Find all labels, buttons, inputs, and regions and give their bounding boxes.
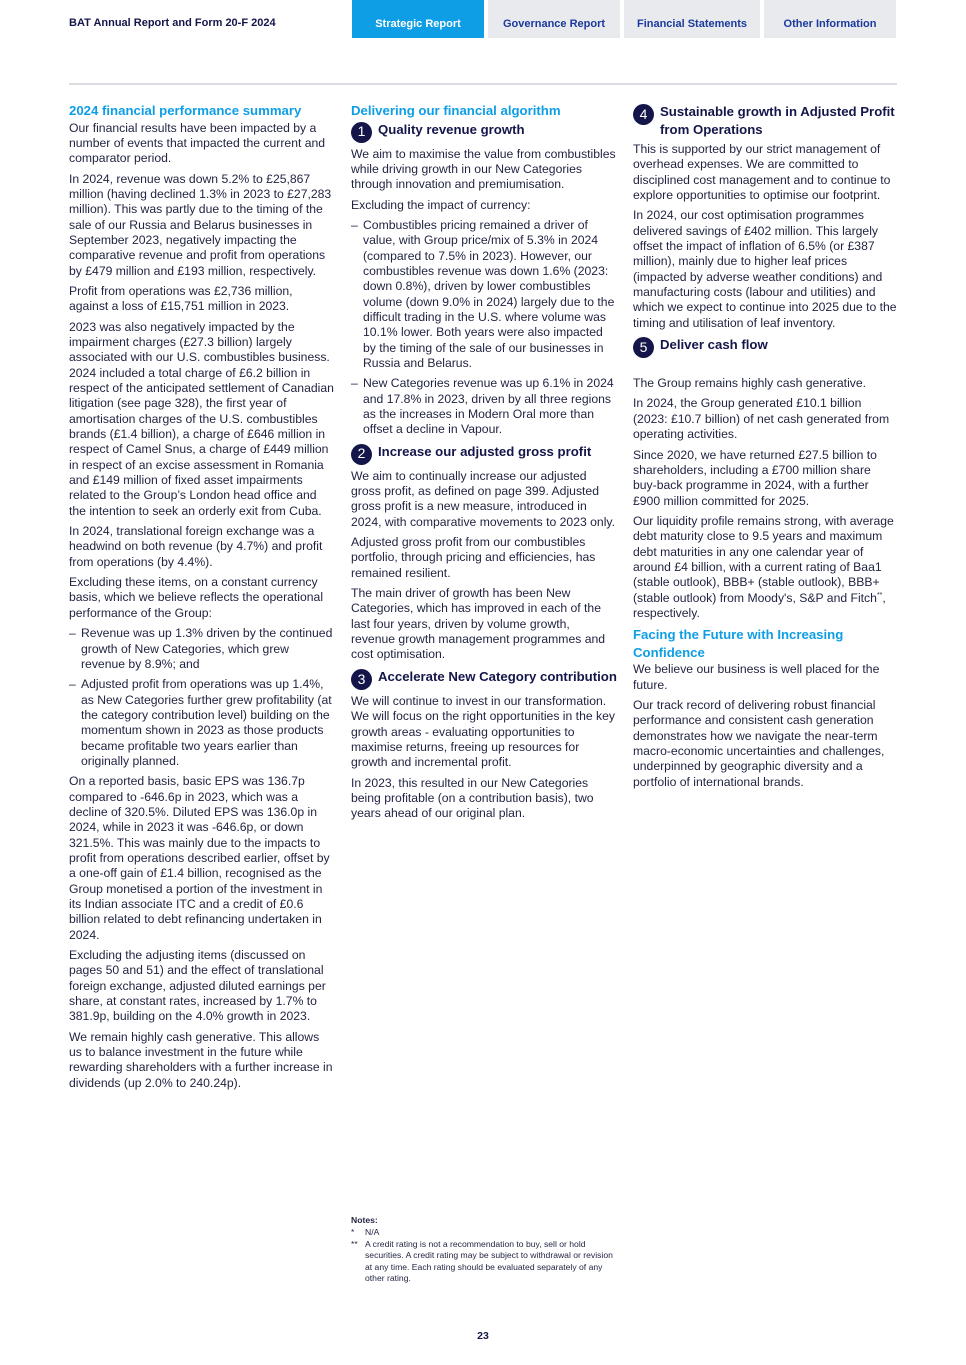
subheading-text: Quality revenue growth [378, 121, 525, 137]
subheading-text: Sustainable growth in Adjusted Profit from Operations [660, 104, 895, 137]
list-item-text: Combustibles pricing remained a driver of value, with Group price/mix of 5.3% in 2024 (compared to 7.5% in 2023). However, our combustibles revenue was down 1.6% (2023: down 0.8%), driven by lower combustibles volume (down 9.0% in 2024) largely due to the difficult trading in the U.S. where volume was 10.1% lower. Both years were also impacted by the timing of the sale of our businesses in Russia and Belarus. [363, 217, 615, 370]
dash-marker: – [69, 626, 76, 641]
paragraph: Profit from operations was £2,736 million, against a loss of £15,751 million in 2023. [69, 283, 293, 314]
paragraph [633, 514, 897, 621]
number-badge: 5 [633, 337, 654, 358]
list-item-text: Adjusted profit from operations was up 1.4%, as New Categories further grew profitability (at the category contribution level) building on the momentum shown in 2023 as those products became profitable two years earlier than originally planned. [81, 677, 332, 768]
dash-marker: – [69, 677, 76, 692]
tab-other-information[interactable]: Other Information [764, 0, 896, 38]
list-item-text: Revenue was up 1.3% driven by the continued growth of New Categories, which grew revenue by 8.9%; and [81, 626, 333, 671]
paragraph: We believe our business is well placed for the future. [633, 662, 880, 692]
subheading-text: Accelerate New Category contribution [378, 668, 617, 684]
paragraph: Since 2020, we have returned £27.5 billion to shareholders, including a £700 million share buy-back programme in 2024, with a further £900 million committed for 2025. [633, 447, 877, 508]
column-profit-and-cash [633, 102, 897, 795]
subheading-adjusted-gross-profit [351, 443, 617, 465]
header-divider [69, 83, 897, 85]
paragraph: In 2024, revenue was down 5.2% to £25,867 million (having declined 1.3% in 2023 to £27,283 million). This was partly due to the timing of the sale of our Russia and Belarus businesses in September 2023, negatively impacting the comparative revenue and profit from operations by £479 million and £193 million, respectively. [69, 171, 332, 278]
dash-marker: – [351, 376, 358, 391]
subheading-text: Increase our adjusted gross profit [378, 443, 592, 459]
paragraph: Excluding these items, on a constant currency basis, which we believe reflects the operational performance of the Group: [69, 575, 324, 620]
subheading-adjusted-profit-growth [633, 103, 897, 138]
paragraph: In 2024, our cost optimisation programmes delivered savings of £402 million. This largely offset the impact of inflation of 6.5% (or £387 million), mainly due to higher leaf prices (impacted by adverse weather conditions) and manufacturing costs (labour and utilities) and which we expect to continue into 2025 due to the timing and utilisation of leaf inventory. [633, 208, 897, 330]
report-title: BAT Annual Report and Form 20-F 2024 [69, 17, 276, 29]
paragraph: In 2023, this resulted in our New Categories being profitable (on a contribution basis), two years ahead of our original plan. [351, 775, 594, 821]
column-financial-summary [69, 102, 335, 1096]
paragraph: Our track record of delivering robust financial performance and consistent cash generation demonstrates how we navigate the near-term macro-economic uncertainties and challenges, underpinned by geographic diversity and a portfolio of international brands. [633, 697, 885, 789]
number-badge: 2 [351, 444, 372, 465]
column-financial-algorithm [351, 102, 617, 827]
footnote-text: A credit rating is not a recommendation to buy, sell or hold securities. A credit rating may be subject to withdrawal or revision at any time. Each rating should be evaluated separately of any other rating. [365, 1238, 613, 1284]
section-tabs [352, 0, 896, 38]
list-item [351, 218, 617, 371]
paragraph: In 2024, translational foreign exchange was a headwind on both revenue (by 4.7%) and profit from operations (by 4.4%). [69, 524, 323, 569]
paragraph: Excluding the adjusting items (discussed on pages 50 and 51) and the effect of translational foreign exchange, adjusted diluted earnings per share, at constant rates, increased by 1.7% to 381.9p, building on the 4.0% growth in 2023. [69, 948, 326, 1024]
tab-strategic-report[interactable]: Strategic Report [352, 0, 484, 38]
footnote-item [351, 1227, 617, 1238]
paragraph: The Group remains highly cash generative. [633, 376, 867, 391]
subheading-text: Deliver cash flow [660, 337, 768, 353]
list-item [69, 626, 335, 672]
tab-financial-statements[interactable]: Financial Statements [624, 0, 760, 38]
paragraph: The main driver of growth has been New Categories, which has improved in each of the last four years, driven by volume growth, revenue growth management programmes and cost optimisation. [351, 586, 606, 662]
number-badge: 3 [351, 669, 372, 690]
paragraph-text-end: , respectively. [633, 590, 886, 620]
notes-title: Notes: [351, 1215, 378, 1225]
section-heading: 2024 financial performance summary [69, 103, 302, 118]
footnote-text: N/A [365, 1227, 380, 1238]
footnotes [351, 1215, 617, 1284]
list-item-text: New Categories revenue was up 6.1% in 2024 and 17.8% in 2023, driven by all three regions as the increases in Modern Oral more than offset a decline in Vapour. [363, 376, 614, 437]
section-heading: Delivering our financial algorithm [351, 103, 561, 118]
paragraph: We remain highly cash generative. This allows us to balance investment in the future while rewarding shareholders with a further increase in dividends (up 2.0% to 240.24p). [69, 1029, 333, 1090]
paragraph: This is supported by our strict management of overhead expenses. We are committed to disciplined cost management and to continue to explore opportunities to optimise our footprint. [633, 142, 891, 203]
paragraph: We aim to continually increase our adjusted gross profit, as defined on page 399. Adjusted gross profit is a new measure, introduced in 2024, with comparative movements to 2023 only. [351, 468, 615, 529]
footnote-marker: ** [876, 591, 883, 599]
paragraph: Adjusted gross profit from our combustibles portfolio, through pricing and efficiencies, has remained resilient. [351, 535, 596, 580]
paragraph: Excluding the impact of currency: [351, 197, 531, 212]
paragraph: We will continue to invest in our transformation. We will focus on the right opportunities in the key growth areas - evaluating opportunities to maximise returns, freeing up resources for growth and incremental profit. [351, 693, 615, 770]
paragraph: 2023 was also negatively impacted by the impairment charges (£27.3 billion) largely associated with our U.S. combustibles business. 2024 included a total charge of £6.2 billion in respect of the anticipated settlement of Canadian litigation (see page 328), the first year of amortisation charges of the U.S. combustibles brands (£1.4 billion), a charge of £646 million in respect of Camel Snus, a charge of £449 million in respect of an excise assessment in Romania and £149 million of fixed asset impairments related to the Group’s London head office and the intention to seek an orderly exit from Cuba. [69, 319, 334, 518]
footnote-mark: ** [351, 1238, 358, 1249]
number-badge: 4 [633, 104, 654, 125]
footnote-item [351, 1239, 617, 1285]
paragraph: We aim to maximise the value from combustibles while driving growth in our New Categories through innovation and premiumisation. [351, 146, 616, 192]
number-badge: 1 [351, 122, 372, 143]
list-item [351, 376, 617, 437]
tab-governance-report[interactable]: Governance Report [488, 0, 620, 38]
dash-marker: – [351, 217, 358, 232]
subheading-new-category-contribution [351, 668, 617, 690]
list-item [69, 677, 335, 769]
paragraph-text: Our liquidity profile remains strong, with average debt maturity close to 9.5 years and maximum debt maturities in any one calendar year of around £4 billion, with a current rating of Baa1 (stable outlook), BBB+ (stable outlook), BBB+ (stable outlook) from Moody's, S&P and Fitch [633, 513, 894, 605]
page-number: 23 [477, 1330, 489, 1342]
paragraph: On a reported basis, basic EPS was 136.7p compared to -646.6p in 2023, which was a decline of 320.5%. Diluted EPS was 136.0p in 2024, while in 2023 it was -646.6p, or down 321.5%. This was mainly due to the impacts to profit from operations described earlier, offset by a one-off gain of £1.4 billion, recognised as the Group monetised a portion of the investment in its Indian associate ITC and a credit of £0.6 billion related to debt refinancing undertaken in 2024. [69, 774, 330, 942]
footnote-mark: * [351, 1227, 355, 1238]
paragraph: In 2024, the Group generated £10.1 billion (2023: £10.7 billion) of net cash generated from operating activities. [633, 396, 890, 442]
paragraph: Our financial results have been impacted by a number of events that impacted the current and comparator period. [69, 120, 326, 166]
section-heading: Facing the Future with Increasing Confidence [633, 627, 844, 660]
subheading-quality-revenue-growth [351, 121, 617, 143]
subheading-deliver-cash-flow [633, 336, 897, 358]
